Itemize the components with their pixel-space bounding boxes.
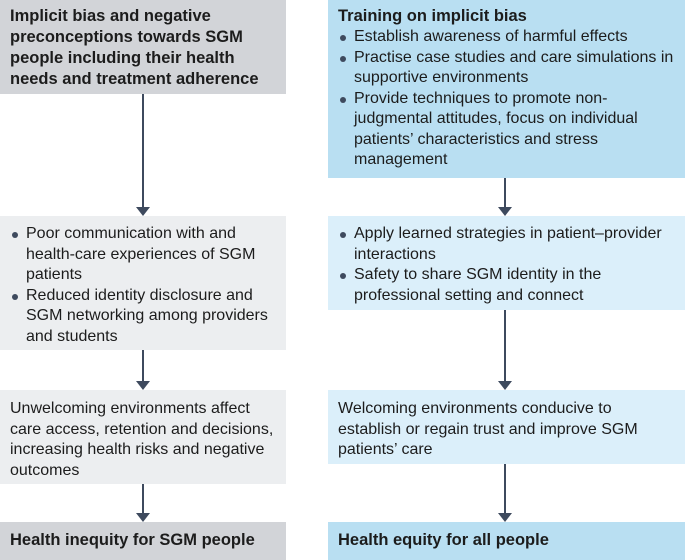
list-item: Provide techniques to promote non-judgmental attitudes, focus on individual patients’ characteristics and stress management	[338, 89, 675, 171]
list-item: Apply learned strategies in patient–provider interactions	[338, 224, 675, 265]
left-arrow-2	[136, 350, 150, 390]
right-arrow-1	[498, 178, 512, 216]
left-top-title: Implicit bias and negative preconceptions towards SGM people including their health needs and treatment adherence	[10, 7, 259, 88]
left-bottom-title: Health inequity for SGM people	[10, 531, 255, 549]
right-middle-box	[328, 216, 685, 310]
left-arrow-1	[136, 94, 150, 216]
right-bottom-title: Health equity for all people	[338, 531, 549, 549]
left-lower-box	[0, 390, 286, 484]
left-top-box	[0, 0, 286, 94]
right-arrow-3	[498, 464, 512, 522]
list-item: Establish awareness of harmful effects	[338, 27, 675, 48]
right-lower-box	[328, 390, 685, 464]
right-arrow-2	[498, 310, 512, 390]
right-bottom-box	[328, 522, 685, 560]
left-middle-box	[0, 216, 286, 350]
left-middle-list	[10, 224, 276, 347]
right-top-title: Training on implicit bias	[338, 7, 527, 25]
list-item: Poor communication with and health-care experiences of SGM patients	[10, 224, 276, 286]
left-arrow-3	[136, 484, 150, 522]
left-bottom-box	[0, 522, 286, 560]
left-lower-text: Unwelcoming environments affect care access, retention and decisions, increasing health risks and negative outcomes	[10, 400, 274, 479]
list-item: Safety to share SGM identity in the professional setting and connect	[338, 265, 675, 306]
list-item: Practise case studies and care simulations in supportive environments	[338, 48, 675, 89]
right-lower-text: Welcoming environments conducive to establish or regain trust and improve SGM patients’ care	[338, 400, 638, 458]
right-top-list	[338, 27, 675, 171]
right-top-box	[328, 0, 685, 178]
list-item: Reduced identity disclosure and SGM networking among providers and students	[10, 286, 276, 348]
right-middle-list	[338, 224, 675, 306]
